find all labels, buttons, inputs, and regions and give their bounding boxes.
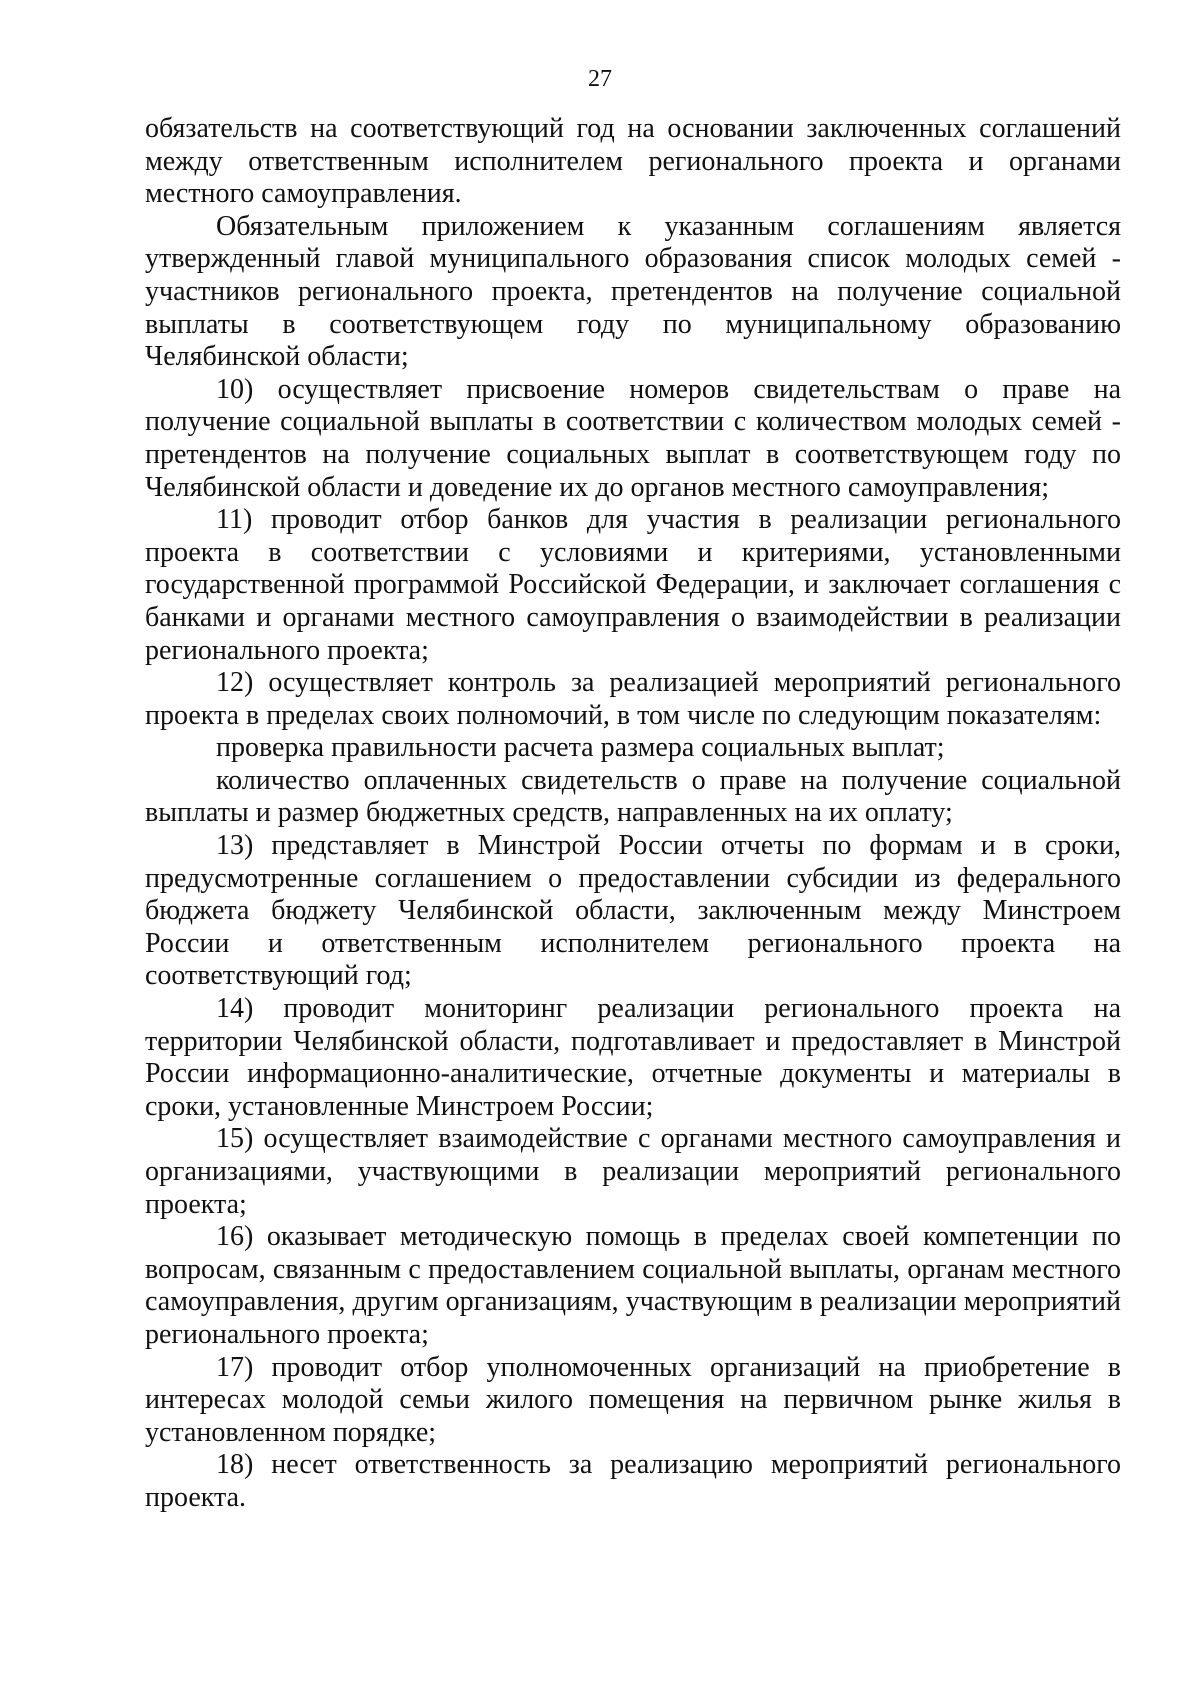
paragraph: 13) представляет в Минстрой России отчеты по формам и в сроки, предусмотренные соглашением о предоставлении субсидии из федерального бюджета бюджету Челябинской области, заключенным между Минстроем России и ответственным исполнителем регионального проекта на соответствующий год; — [145, 830, 1121, 992]
paragraph: количество оплаченных свидетельств о праве на получение социальной выплаты и размер бюджетных средств, направленных на их оплату; — [145, 764, 1121, 829]
paragraph: 16) оказывает методическую помощь в пределах своей компетенции по вопросам, связанным с предоставлением социальной выплаты, органам местного самоуправления, другим организациям, участвующим в реализации мероприятий регионального проекта; — [145, 1221, 1121, 1350]
paragraph: 15) осуществляет взаимодействие с органами местного самоуправления и организациями, участвующими в реализации мероприятий регионального проекта; — [145, 1123, 1121, 1220]
paragraph: 10) осуществляет присвоение номеров свидетельствам о праве на получение социальной выплаты в соответствии с количеством молодых семей - претендентов на получение социальных выплат в соответствующем году по Челябинской области и доведение их до органов местного самоуправления; — [145, 373, 1121, 503]
paragraph: обязательств на соответствующий год на основании заключенных соглашений между ответственным исполнителем регионального проекта и органами местного самоуправления. — [145, 113, 1121, 210]
paragraph: 11) проводит отбор банков для участия в реализации регионального проекта в соответствии с условиями и критериями, установленными государственной программой Российской Федерации, и заключает соглашения с банками и органами местного самоуправления о взаимодействии в реализации регионального проекта; — [145, 504, 1121, 666]
paragraph: 17) проводит отбор уполномоченных организаций на приобретение в интересах молодой семьи жилого помещения на первичном рынке жилья в установленном порядке; — [145, 1351, 1121, 1448]
paragraph: 18) несет ответственность за реализацию мероприятий регионального проекта. — [145, 1449, 1121, 1513]
page-number: 27 — [588, 66, 612, 92]
paragraph: 14) проводит мониторинг реализации регионального проекта на территории Челябинской области, подготавливает и предоставляет в Минстрой России информационно-аналитические, отчетные документы и материалы в сроки, установленные Минстроем России; — [145, 993, 1121, 1122]
paragraph: проверка правильности расчета размера социальных выплат; — [216, 732, 945, 764]
document-body — [145, 113, 1121, 1515]
paragraph: Обязательным приложением к указанным соглашениям является утвержденный главой муниципального образования список молодых семей - участников регионального проекта, претендентов на получение социальной выплаты в соответствующем году по муниципальному образованию Челябинской области; — [145, 210, 1121, 373]
paragraph: 12) осуществляет контроль за реализацией мероприятий регионального проекта в пределах своих полномочий, в том числе по следующим показателям: — [145, 667, 1121, 731]
